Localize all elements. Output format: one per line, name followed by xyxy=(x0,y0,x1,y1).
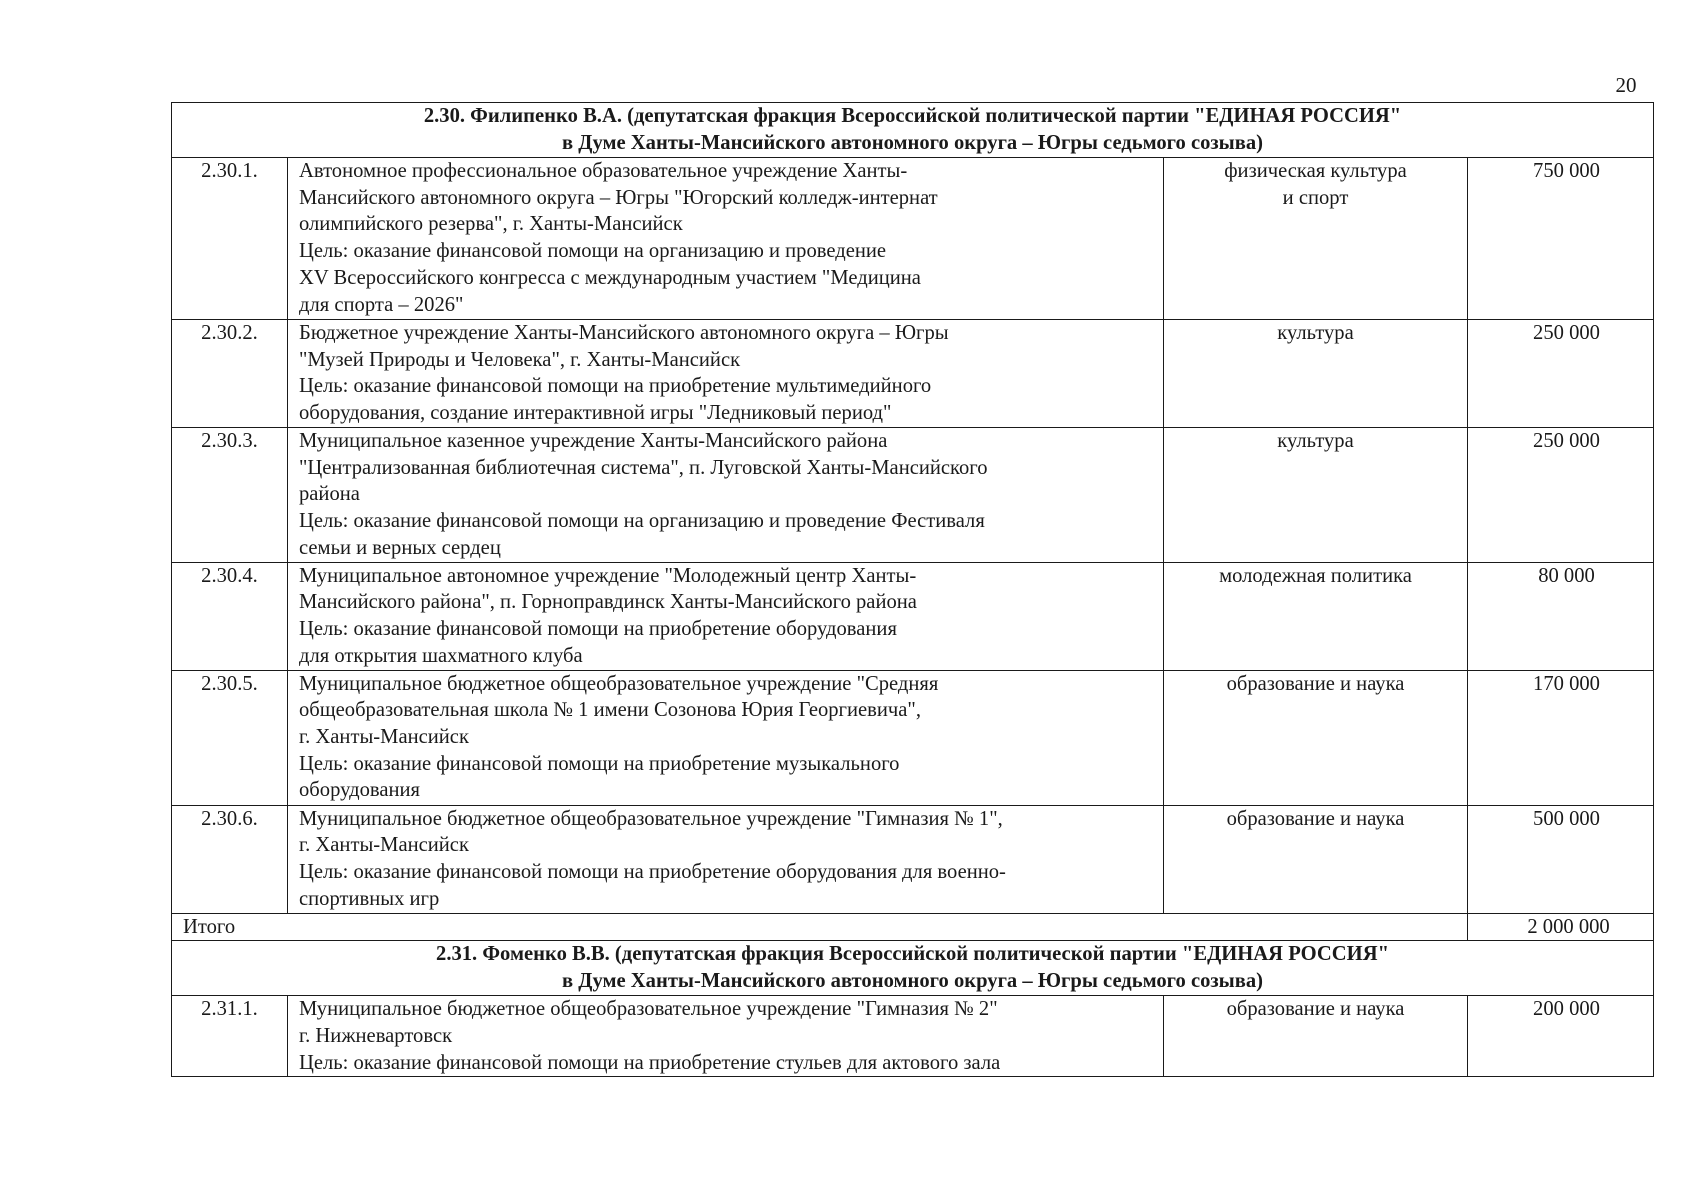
row-amount: 500 000 xyxy=(1468,805,1654,913)
description-line: Цель: оказание финансовой помощи на приобретение оборудования для военно- xyxy=(299,860,1006,883)
description-line: Муниципальное автономное учреждение "Молодежный центр Ханты- xyxy=(299,564,917,587)
total-label: Итого xyxy=(172,913,1468,941)
section-header xyxy=(172,941,1654,996)
row-description xyxy=(288,670,1164,805)
row-number: 2.30.4. xyxy=(172,562,288,670)
row-amount: 80 000 xyxy=(1468,562,1654,670)
page-number: 20 xyxy=(1615,73,1637,97)
section-header xyxy=(172,103,1654,158)
description-line: Цель: оказание финансовой помощи на приобретение стульев для актового зала xyxy=(299,1051,1001,1074)
description-line: "Музей Природы и Человека", г. Ханты-Мансийск xyxy=(299,348,741,371)
row-description xyxy=(288,562,1164,670)
row-category xyxy=(1164,428,1468,563)
table-row xyxy=(172,158,1654,320)
category-line: образование и наука xyxy=(1226,998,1405,1021)
grant-table xyxy=(171,102,1654,1077)
row-category xyxy=(1164,670,1468,805)
row-number: 2.30.5. xyxy=(172,670,288,805)
table-row xyxy=(172,428,1654,563)
row-category xyxy=(1164,996,1468,1077)
row-amount: 250 000 xyxy=(1468,428,1654,563)
row-description xyxy=(288,320,1164,428)
row-number: 2.30.6. xyxy=(172,805,288,913)
row-amount: 250 000 xyxy=(1468,320,1654,428)
description-line: Автономное профессиональное образовательное учреждение Ханты- xyxy=(299,160,908,182)
description-line: Мансийского автономного округа – Югры "Югорский колледж-интернат xyxy=(299,186,938,209)
description-line: Муниципальное казенное учреждение Ханты-Мансийского района xyxy=(299,430,888,452)
row-description xyxy=(288,428,1164,563)
table-row xyxy=(172,320,1654,428)
table-row xyxy=(172,562,1654,670)
description-line: оборудования, создание интерактивной игры "Ледниковый период" xyxy=(299,402,892,425)
category-line: физическая культура xyxy=(1224,160,1407,182)
row-amount: 200 000 xyxy=(1468,996,1654,1077)
description-line: семьи и верных сердец xyxy=(299,536,501,559)
row-category xyxy=(1164,320,1468,428)
total-amount: 2 000 000 xyxy=(1468,913,1654,941)
row-amount: 750 000 xyxy=(1468,158,1654,320)
description-line: Бюджетное учреждение Ханты-Мансийского автономного округа – Югры xyxy=(299,322,949,344)
description-line: для спорта – 2026" xyxy=(299,293,464,316)
category-line: образование и наука xyxy=(1226,807,1405,830)
section-header-line: 2.30. Филипенко В.А. (депутатская фракция Всероссийской политической партии "ЕДИНАЯ РОССИЯ" xyxy=(423,105,1402,127)
description-line: "Централизованная библиотечная система", п. Луговской Ханты-Мансийского xyxy=(299,456,988,479)
row-number: 2.31.1. xyxy=(172,996,288,1077)
description-line: общеобразовательная школа № 1 имени Созонова Юрия Георгиевича", xyxy=(299,699,921,722)
row-number: 2.30.3. xyxy=(172,428,288,563)
row-category xyxy=(1164,562,1468,670)
row-category xyxy=(1164,805,1468,913)
description-line: спортивных игр xyxy=(299,887,440,910)
description-line: г. Ханты-Мансийск xyxy=(299,834,469,857)
category-line: и спорт xyxy=(1282,186,1349,209)
row-description xyxy=(288,158,1164,320)
table-row xyxy=(172,670,1654,805)
row-description xyxy=(288,996,1164,1077)
description-line: Муниципальное бюджетное общеобразовательное учреждение "Гимназия № 1", xyxy=(299,807,1003,830)
section-header-line: 2.31. Фоменко В.В. (депутатская фракция Всероссийской политической партии "ЕДИНАЯ РОССИЯ" xyxy=(436,943,1389,966)
table-row xyxy=(172,996,1654,1077)
row-amount: 170 000 xyxy=(1468,670,1654,805)
category-line: образование и наука xyxy=(1226,672,1405,695)
row-category xyxy=(1164,158,1468,320)
description-line: района xyxy=(299,483,360,506)
description-line: оборудования xyxy=(299,779,420,802)
section-header-row xyxy=(172,941,1654,996)
row-number: 2.30.1. xyxy=(172,158,288,320)
category-line: культура xyxy=(1277,322,1354,344)
description-line: г. Ханты-Мансийск xyxy=(299,725,469,748)
description-line: Мансийского района", п. Горноправдинск Ханты-Мансийского района xyxy=(299,591,917,614)
description-line: г. Нижневартовск xyxy=(299,1024,453,1047)
description-line: Цель: оказание финансовой помощи на приобретение музыкального xyxy=(299,752,900,775)
section-header-row xyxy=(172,103,1654,158)
description-line: XV Всероссийского конгресса с международным участием "Медицина xyxy=(299,266,921,289)
description-line: для открытия шахматного клуба xyxy=(299,644,583,667)
row-number: 2.30.2. xyxy=(172,320,288,428)
table-row xyxy=(172,805,1654,913)
description-line: Муниципальное бюджетное общеобразовательное учреждение "Гимназия № 2" xyxy=(299,998,998,1021)
description-line: Цель: оказание финансовой помощи на приобретение оборудования xyxy=(299,617,897,640)
total-row xyxy=(172,913,1654,941)
category-line: молодежная политика xyxy=(1219,564,1412,587)
description-line: Цель: оказание финансовой помощи на приобретение мультимедийного xyxy=(299,375,932,398)
description-line: Цель: оказание финансовой помощи на организацию и проведение Фестиваля xyxy=(299,510,985,533)
description-line: олимпийского резерва", г. Ханты-Мансийск xyxy=(299,213,683,236)
category-line: культура xyxy=(1277,430,1354,452)
row-description xyxy=(288,805,1164,913)
section-header-line: в Думе Ханты-Мансийского автономного округа – Югры седьмого созыва) xyxy=(562,970,1264,993)
description-line: Цель: оказание финансовой помощи на организацию и проведение xyxy=(299,240,887,263)
section-header-line: в Думе Ханты-Мансийского автономного округа – Югры седьмого созыва) xyxy=(562,132,1264,154)
description-line: Муниципальное бюджетное общеобразовательное учреждение "Средняя xyxy=(299,672,939,695)
